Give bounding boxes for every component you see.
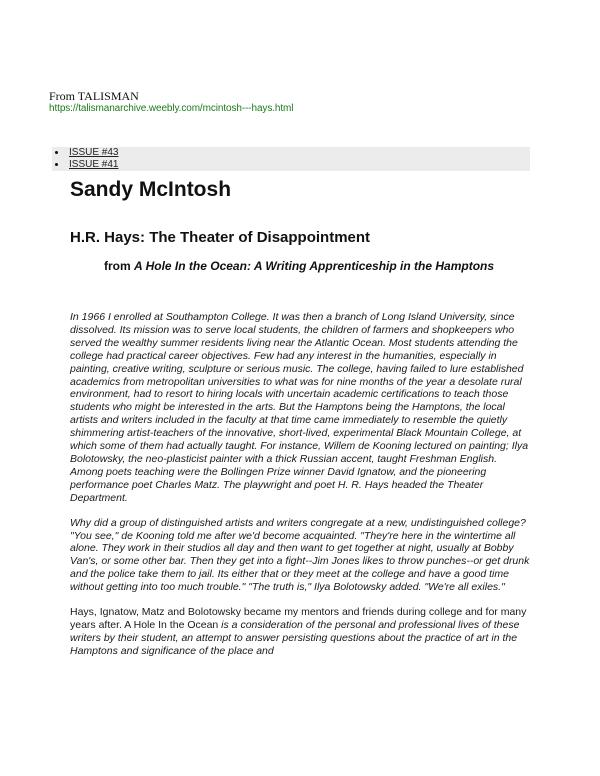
issue-list bbox=[52, 147, 530, 171]
source-label: From TALISMAN bbox=[49, 89, 139, 103]
book-subtitle: : A Writing Apprenticeship in the Hamptons bbox=[246, 259, 495, 273]
issue-nav bbox=[52, 147, 530, 171]
issue-item-43 bbox=[52, 147, 530, 159]
bullet-icon bbox=[55, 163, 58, 166]
issue-link-43[interactable]: ISSUE #43 bbox=[69, 147, 119, 158]
source-url[interactable]: https://talismanarchive.weebly.com/mcintosh---hays.html bbox=[49, 103, 294, 114]
issue-link-41[interactable]: ISSUE #41 bbox=[69, 159, 119, 170]
subtitle-prefix: from bbox=[104, 259, 131, 273]
book-title: A Hole In the Ocean bbox=[134, 259, 247, 273]
paragraph-2: Why did a group of distinguished artists and writers congregate at a new, undistinguished college? "You see," de Kooning told me after we'd become acquainted. "They're here in the wintertime all alone. They work in their studios all day and then want to get together at night, usually at Bobby Van's, or some other bar. Then they get into a fight--Jim Jones likes to throw punches--or get drunk and the police take them to jail. Its either that or they meet at the college and have a good time without getting into too much trouble." "The truth is," Ilya Bolotowsky added. "We're all exiles." bbox=[70, 516, 530, 594]
article-body bbox=[70, 311, 532, 670]
author-name: Sandy McIntosh bbox=[70, 178, 232, 201]
bullet-icon bbox=[55, 151, 58, 154]
paragraph-3-part2: is a consideration of the personal and professional lives of these writers by their student, an attempt to answer persisting questions about the practice of art in the Hamptons and significance of the place and bbox=[70, 618, 520, 657]
paragraph-3 bbox=[70, 606, 532, 658]
paragraph-1: In 1966 I enrolled at Southampton College. It was then a branch of Long Island University, since dissolved. Its mission was to serve local students, the children of farmers and shopkeepers who served the wealthy summer residents living near the Atlantic Ocean. Most students attending the college had practical career objectives. Few had any interest in the humanities, especially in painting, creative writing, sculpture or serious music. The college, having failed to lure established academics from metropolitan universities to what was for nine months of the year a desolate rural environment, had to resort to hiring locals with uncertain academic certifications to teach those students who might be interested in the arts. But the Hamptons being the Hamptons, the local artists and writers included in the faculty at that time came immediately to resemble the quietly shimmering artist-teachers of the innovative, short-lived, experimental Black Mountain College, at which some of them had actually taught. For instance, Willem de Kooning lectured on painting; Ilya Bolotowsky, the neo-plasticist painter with a thick Russian accent, taught Freshman English. Among poets teaching were the Bollingen Prize winner David Ignatow, and the pioneering performance poet Charles Matz. The playwright and poet H. R. Hays headed the Theater Department. bbox=[70, 311, 529, 504]
paragraph-3-book-ref: A Hole In the Ocean bbox=[124, 618, 219, 631]
essay-title: H.R. Hays: The Theater of Disappointment bbox=[70, 229, 371, 246]
issue-item-41 bbox=[52, 159, 530, 171]
essay-subtitle bbox=[70, 258, 510, 274]
paragraph-3-part1: Hays, Ignatow, Matz and Bolotowsky became my mentors and friends during college and for many years after. bbox=[70, 606, 527, 631]
